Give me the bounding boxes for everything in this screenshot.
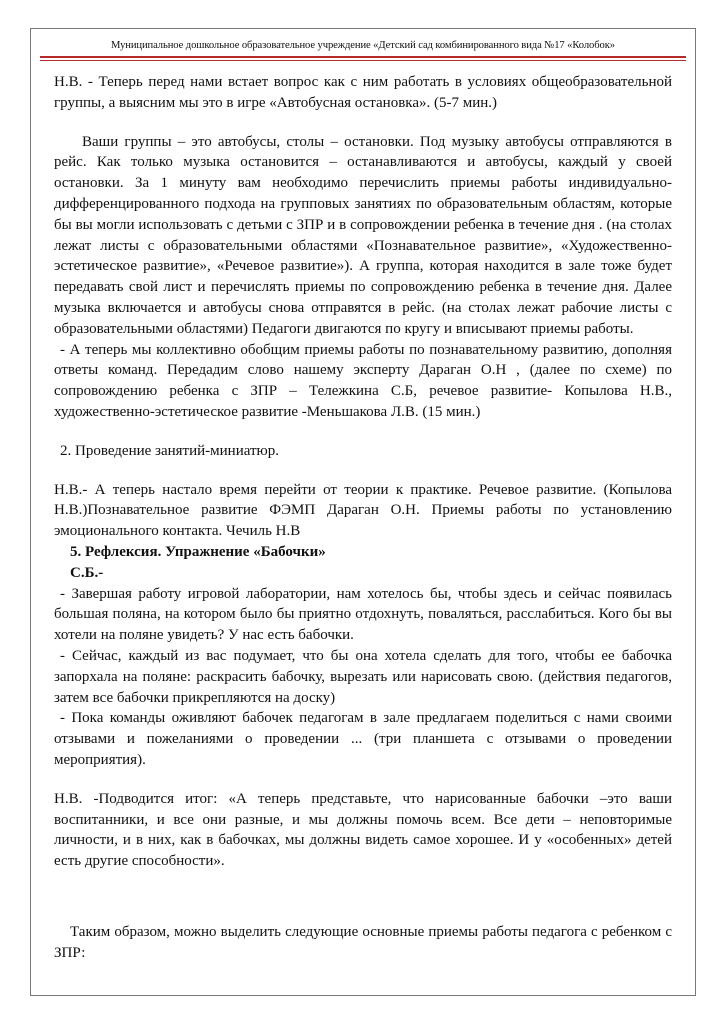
header-rule	[40, 56, 686, 58]
section-heading: 5. Рефлексия. Упражнение «Бабочки»	[70, 543, 326, 560]
paragraph: Н.В.- А теперь настало время перейти от теории к практике. Речевое развитие. (Копылова Н.В.)Познавательное развитие ФЭМП Дараган О.Н. Приемы работы по установлению эмоционального контакта. Чечиль Н.В	[54, 481, 672, 540]
speaker-label: С.Б.-	[70, 564, 104, 581]
paragraph: - Завершая работу игровой лаборатории, нам хотелось бы, чтобы здесь и сейчас появилась большая поляна, на котором было бы приятно отдохнуть, поваляться, расслабиться. Кого бы вы хотели на поляне увидеть? У нас есть бабочки.	[54, 585, 672, 644]
page-header: Муниципальное дошкольное образовательное учреждение «Детский сад комбинированного вида №17 «Колобок»	[111, 40, 615, 51]
paragraph: Н.В. - Теперь перед нами встает вопрос как с ним работать в условиях общеобразовательной группы, а выясним мы это в игре «Автобусная остановка». (5-7 мин.)	[54, 74, 672, 111]
paragraph: - Сейчас, каждый из вас подумает, что бы она хотела сделать для того, чтобы ее бабочка запорхала на поляне: раскрасить бабочку, вырезать или нарисовать свою. (действия педагогов, затем все бабочки прикрепляются на доску)	[54, 647, 672, 706]
paragraph: - А теперь мы коллективно обобщим приемы работы по познавательному развитию, дополняя ответы команд. Передадим слово нашему эксперту Дараган О.Н , (далее по схеме) по сопровождению ребенка с ЗПР – Тележкина С.Б, речевое развитие- Копылова Н.В., художественно-эстетическое развитие -Меньшакова Л.В. (15 мин.)	[54, 341, 672, 420]
paragraph: Н.В. -Подводится итог: «А теперь представьте, что нарисованные бабочки –это ваши воспитанники, и все они разные, и мы должны помочь всем. Все дети – неповторимые личности, и в них, как в бабочках, мы должны видеть самое хорошее. И у «особенных» детей есть другие способности».	[54, 790, 672, 870]
paragraph: Таким образом, можно выделить следующие основные приемы работы педагога с ребенком с ЗПР:	[54, 923, 672, 961]
paragraph: - Пока команды оживляют бабочек педагогам в зале предлагаем поделиться с нами своими отзывами и пожеланиями о проведении ... (три планшета с отзывами о проведении мероприятия).	[54, 710, 672, 768]
paragraph: Ваши группы – это автобусы, столы – остановки. Под музыку автобусы отправляются в рейс. Как только музыка остановится – останавливаются и автобусы, каждый у своей остановки. За 1 минуту вам необходимо перечислить приемы работы индивидуально-дифференцированного подхода на групповых занятиях по образовательным областям, которые бы вы могли использовать с детьми с ЗПР и в сопровождении ребенка в течение дня . (на столах лежат листы с образовательными областями «Познавательное развитие», «Художественно-эстетическое развитие», «Речевое развитие»). А группа, которая находится в зале тоже будет передавать свой лист и перечислять приемы по сопровождению ребенка в течение дня. Далее музыка включается и автобусы снова отправятся в рейс. (на столах лежат рабочие листы с образовательными областями) Педагоги двигаются по кругу и вписывают приемы работы.	[54, 133, 672, 337]
header-rule-thin	[40, 60, 686, 61]
section-heading: 2. Проведение занятий-миниатюр.	[60, 442, 280, 459]
document-body	[54, 72, 672, 963]
